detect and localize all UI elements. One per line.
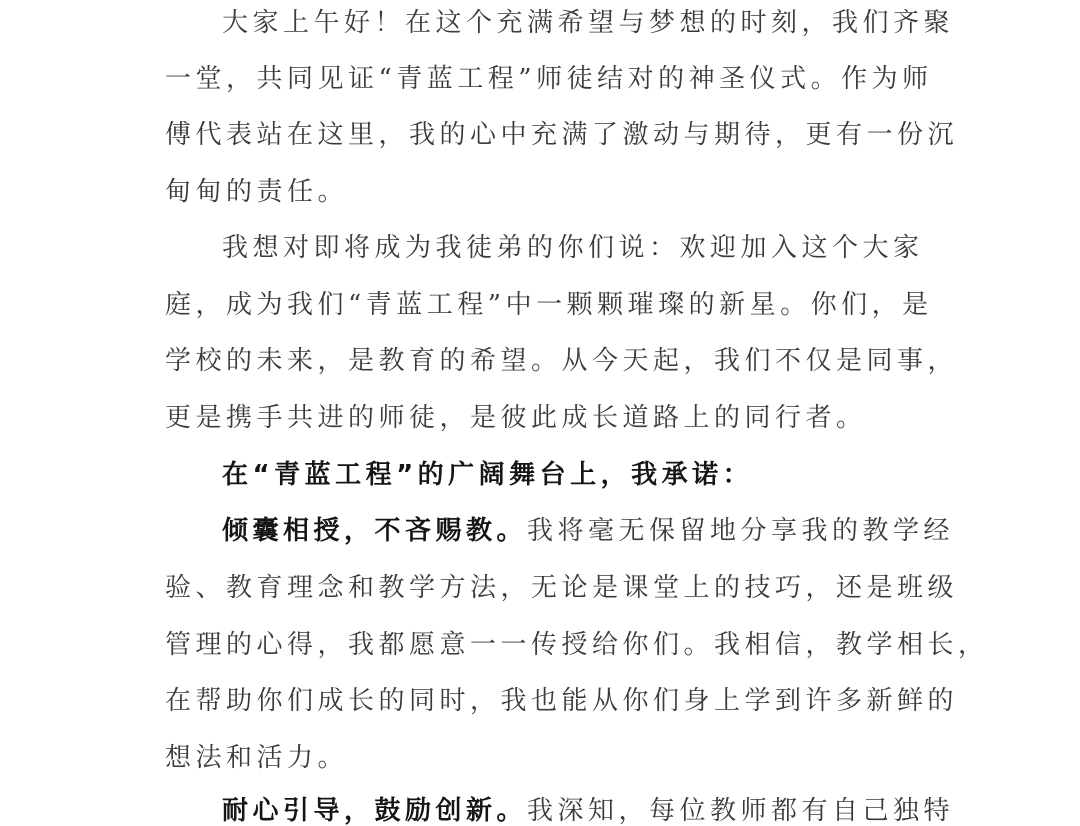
paragraph-promise-1-line-2: 验、教育理念和教学方法，无论是课堂上的技巧，还是班级 [165, 573, 959, 603]
paragraph-promise-1-line-3: 管理的心得，我都愿意一一传授给你们。我相信，教学相长， [165, 630, 989, 660]
paragraph-welcome-line-1: 我想对即将成为我徒弟的你们说：欢迎加入这个大家 [222, 233, 924, 263]
promise-2-title: 耐心引导，鼓励创新。 [222, 796, 528, 826]
paragraph-greeting-line-1: 大家上午好！在这个充满希望与梦想的时刻，我们齐聚 [222, 8, 955, 38]
promise-1-title: 倾囊相授，不吝赐教。 [222, 516, 528, 546]
paragraph-greeting-line-2: 一堂，共同见证“青蓝工程”师徒结对的神圣仪式。作为师 [165, 64, 933, 94]
paragraph-welcome-line-2: 庭，成为我们“青蓝工程”中一颗颗璀璨的新星。你们，是 [165, 290, 933, 320]
paragraph-welcome-line-4: 更是携手共进的师徒，是彼此成长道路上的同行者。 [165, 403, 867, 433]
paragraph-greeting-line-4: 甸甸的责任。 [165, 177, 349, 207]
paragraph-promise-2-line-1: 耐心引导，鼓励创新。我深知，每位教师都有自己独特 [222, 796, 955, 826]
paragraph-promise-1-line-5: 想法和活力。 [165, 743, 349, 773]
paragraph-promise-1-line-4: 在帮助你们成长的同时，我也能从你们身上学到许多新鲜的 [165, 686, 959, 716]
paragraph-greeting-line-3: 傅代表站在这里，我的心中充满了激动与期待，更有一份沉 [165, 120, 959, 150]
paragraph-welcome-line-3: 学校的未来，是教育的希望。从今天起，我们不仅是同事， [165, 346, 959, 376]
promise-heading: 在“青蓝工程”的广阔舞台上，我承诺： [222, 460, 754, 490]
paragraph-promise-1-line-1: 倾囊相授，不吝赐教。我将毫无保留地分享我的教学经 [222, 516, 955, 546]
